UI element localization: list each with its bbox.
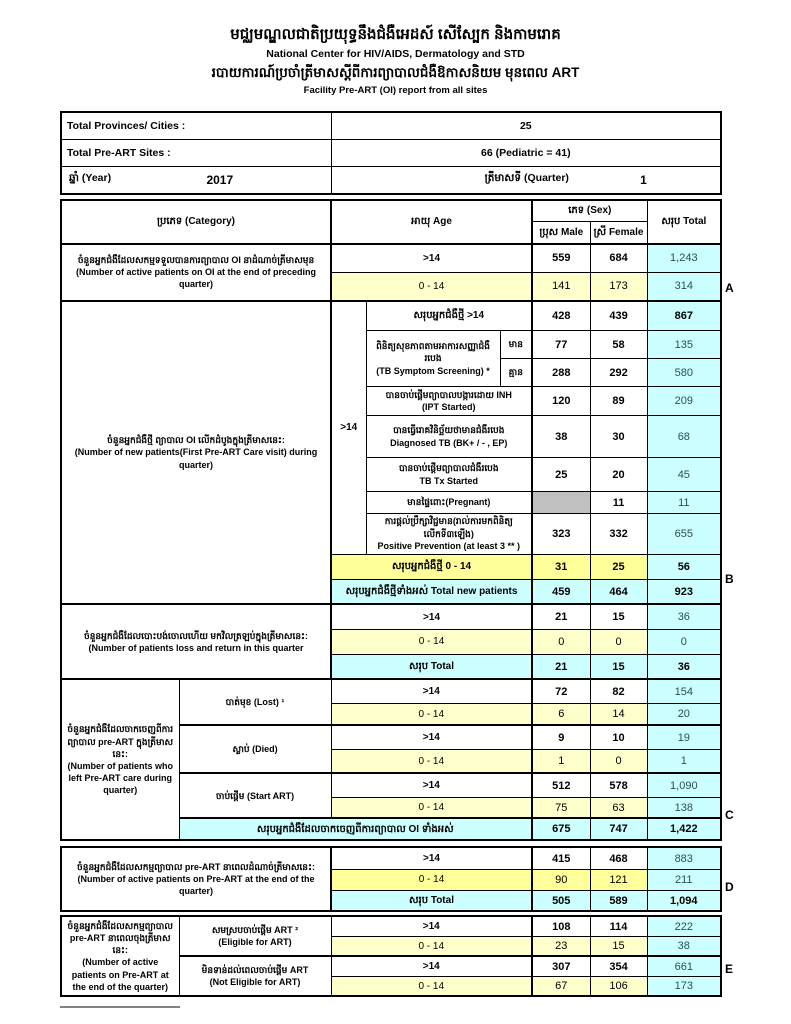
section-e-label-english: (Number of active patients on Pre-ART at the end of the quarter) — [71, 957, 169, 992]
c-startart-over14-male: 512 — [532, 773, 590, 797]
d-total-male: 505 — [532, 890, 590, 911]
lr-total-total: 36 — [647, 654, 721, 679]
org-title-english: National Center for HIV/AIDS, Dermatology and STD — [266, 47, 525, 60]
b-tbtx-label-khmer: បានចាប់ផ្តើមព្យាបាលជំងឺរបេង — [398, 463, 499, 474]
b-tb-yes-label: មាន — [500, 331, 532, 359]
b-sum-under14-total: 56 — [647, 554, 721, 579]
section-d-label-khmer: ចំនួនអ្នកជំងឺដែលសកម្មព្យាបាល pre-ART នាពេលដំណាច់ត្រីមាសនេះ: — [77, 862, 315, 873]
b-ipt-label-english: (IPT Started) — [422, 402, 476, 413]
b-tbtx-total: 45 — [647, 458, 721, 492]
b-tb-no-total: 580 — [647, 359, 721, 387]
section-a-category — [61, 244, 331, 301]
year-cell — [61, 166, 331, 194]
b-dxtb-female: 30 — [590, 416, 647, 458]
b-sum-over14-female: 439 — [590, 301, 647, 331]
age-cell: 0 - 14 — [331, 869, 532, 890]
b-age-strip: >14 — [331, 301, 366, 555]
a-under14-total: 314 — [647, 273, 721, 301]
col-header-total: សរុប Total — [647, 200, 721, 244]
c-lost-over14-male: 72 — [532, 679, 590, 703]
lr-total-female: 15 — [590, 654, 647, 679]
section-b-label-khmer: ចំនួនអ្នកជំងឺថ្មី ព្យាបាល OI លើកដំបូងក្នុងត្រីមាសនេះ: — [107, 435, 285, 446]
e-noteligible-over14-male: 307 — [532, 956, 590, 976]
provinces-value: 25 — [331, 112, 721, 140]
b-dxtb-male: 38 — [532, 416, 590, 458]
e-noteligible-under14-female: 106 — [590, 976, 647, 996]
age-cell: >14 — [331, 604, 532, 629]
b-sum-over14-label: សរុបអ្នកជំងឺថ្មី >14 — [366, 301, 532, 331]
quarter-cell — [331, 166, 721, 194]
marker-e: E — [725, 962, 734, 976]
b-ipt-total: 209 — [647, 387, 721, 416]
b-posprev-male: 323 — [532, 514, 590, 555]
a-under14-male: 141 — [532, 273, 590, 301]
e-eligible-label-english: (Eligible for ART) — [218, 937, 292, 948]
marker-c: C — [725, 808, 734, 822]
lr-under14-male: 0 — [532, 629, 590, 654]
d-total-label: សរុប Total — [331, 890, 532, 911]
age-cell: >14 — [331, 956, 532, 976]
section-a-over14-row — [61, 244, 721, 273]
c-startart-over14-total: 1,090 — [647, 773, 721, 797]
sites-label: Total Pre-ART Sites : — [61, 139, 331, 166]
lr-under14-total: 0 — [647, 629, 721, 654]
a-over14-male: 559 — [532, 244, 590, 273]
c-total-male: 675 — [532, 818, 590, 840]
b-dxtb-label-english: Diagnosed TB (BK+ / - , EP) — [390, 437, 508, 448]
report-header — [0, 0, 791, 97]
b-tb-no-female: 292 — [590, 359, 647, 387]
age-cell: 0 - 14 — [331, 936, 532, 956]
b-posprev-total: 655 — [647, 514, 721, 555]
section-b-label-english: (Number of new patients(First Pre-ART Care visit) during quarter) — [74, 447, 318, 470]
b-sum-over14-row — [61, 301, 721, 331]
c-startart-under14-male: 75 — [532, 797, 590, 818]
b-posprev-label-khmer: ការផ្តល់ប្រឹក្សាវិជ្ជមាន(រាល់ការមកពិនិត្យលើកទី៣ឡើង) — [384, 516, 513, 539]
b-pregnant-label-khmer: មានផ្ទៃពោះ — [407, 497, 446, 508]
lr-under14-female: 0 — [590, 629, 647, 654]
c-lost-label: បាត់មុខ (Lost) ¹ — [179, 679, 331, 725]
c-lost-under14-male: 6 — [532, 703, 590, 725]
e-noteligible-under14-total: 173 — [647, 976, 721, 996]
e-noteligible-label-english: (Not Eligible for ART) — [209, 977, 301, 988]
e-eligible-label — [179, 916, 331, 956]
provinces-label: Total Provinces/ Cities : — [61, 112, 331, 140]
report-title-khmer: របាយការណ៍ប្រចាំត្រីមាសស្តីពីការព្យាបាលជំងឺឱកាសនិយម មុនពេល ART — [211, 64, 580, 80]
section-e-label-khmer: ចំនួនអ្នកជំងឺដែលសកម្មព្យាបាល pre-ART នាពេលចុងត្រីមាសនេះ: — [67, 920, 173, 956]
c-lost-under14-total: 20 — [647, 703, 721, 725]
age-cell: 0 - 14 — [331, 703, 532, 725]
quarter-label: ត្រីមាសទី (Quarter) — [484, 172, 569, 185]
section-a-label-khmer: ចំនួនអ្នកជំងឺដែលសកម្មទទួលបានការព្យាបាល OI នាដំណាច់ត្រីមាសមុន — [77, 254, 315, 265]
age-cell: >14 — [331, 679, 532, 703]
col-header-category: ប្រភេទ (Category) — [61, 200, 331, 244]
loss-return-label-khmer: ចំនួនអ្នកជំងឺដែលបោះបង់ចោលហើយ មកវិលត្រឡប់ក្នុងត្រីមាសនេះ: — [84, 630, 308, 641]
b-posprev-female: 332 — [590, 514, 647, 555]
table-row — [61, 139, 721, 166]
loss-return-label-english: (Number of patients loss and return in this quarter — [88, 642, 304, 653]
lr-total-male: 21 — [532, 654, 590, 679]
c-died-under14-total: 1 — [647, 749, 721, 773]
b-tb-no-label: គ្មាន — [500, 359, 532, 387]
b-ipt-female: 89 — [590, 387, 647, 416]
e-noteligible-under14-male: 67 — [532, 976, 590, 996]
age-cell: >14 — [331, 725, 532, 749]
c-total-female: 747 — [590, 818, 647, 840]
section-e-table — [60, 915, 722, 997]
b-sum-under14-label: សរុបអ្នកជំងឺថ្មី 0 - 14 — [331, 554, 532, 579]
b-ipt-label-khmer: បានចាប់ផ្តើមព្យាបាលបង្ការដោយ INH — [385, 389, 512, 400]
b-total-new-female: 464 — [590, 579, 647, 604]
b-tb-screen-label — [366, 331, 500, 387]
a-over14-total: 1,243 — [647, 244, 721, 273]
b-total-new-label: សរុបអ្នកជំងឺថ្មីទាំងអស់ Total new patients — [331, 579, 532, 604]
sites-value: 66 (Pediatric = 41) — [331, 139, 721, 166]
lr-over14-female: 15 — [590, 604, 647, 629]
loss-return-category — [61, 604, 331, 679]
e-eligible-over14-total: 222 — [647, 916, 721, 936]
b-ipt-label — [366, 387, 532, 416]
b-pregnant-label-english: (Pregnant) — [445, 497, 491, 508]
age-cell: 0 - 14 — [331, 976, 532, 996]
b-sum-over14-male: 428 — [532, 301, 590, 331]
a-under14-female: 173 — [590, 273, 647, 301]
d-over14-total: 883 — [647, 847, 721, 869]
e-eligible-label-khmer: សមស្របចាប់ផ្តើម ART ² — [211, 924, 299, 935]
marker-d: D — [725, 880, 734, 894]
marker-b: B — [725, 572, 734, 586]
b-tb-yes-total: 135 — [647, 331, 721, 359]
c-lost-under14-female: 14 — [590, 703, 647, 725]
e-eligible-over14-row — [61, 916, 721, 936]
c-died-label: ស្លាប់ (Died) — [179, 725, 331, 773]
d-total-total: 1,094 — [647, 890, 721, 911]
section-d-label-english: (Number of active patients on Pre-ART at the end of the quarter) — [77, 874, 315, 897]
d-under14-female: 121 — [590, 869, 647, 890]
b-posprev-label-english: Positive Prevention (at least 3 ** ) — [377, 541, 521, 552]
section-c-label-english: (Number of patients who left Pre-ART care during quarter) — [67, 760, 173, 796]
e-eligible-under14-female: 15 — [590, 936, 647, 956]
quarter-value: 1 — [640, 172, 647, 187]
b-tbtx-male: 25 — [532, 458, 590, 492]
b-pregnant-total: 11 — [647, 492, 721, 514]
lr-over14-total: 36 — [647, 604, 721, 629]
c-died-under14-female: 0 — [590, 749, 647, 773]
age-cell: 0 - 14 — [331, 629, 532, 654]
d-under14-male: 90 — [532, 869, 590, 890]
c-startart-under14-female: 63 — [590, 797, 647, 818]
year-value: 2017 — [206, 172, 234, 187]
col-header-sex: ភេទ (Sex) — [532, 200, 647, 222]
e-noteligible-label — [179, 956, 331, 996]
section-d-category — [61, 847, 331, 911]
age-cell: >14 — [331, 244, 532, 273]
e-eligible-over14-male: 108 — [532, 916, 590, 936]
b-tb-screen-label-khmer: ពិនិត្យសុខភាពតាមអាការសញ្ញាជំងឺរបេង — [376, 340, 490, 364]
d-over14-row — [61, 847, 721, 869]
b-tbtx-label-english: TB Tx Started — [419, 475, 479, 486]
b-total-new-male: 459 — [532, 579, 590, 604]
b-tb-yes-male: 77 — [532, 331, 590, 359]
age-cell: >14 — [331, 773, 532, 797]
c-died-over14-female: 10 — [590, 725, 647, 749]
e-eligible-over14-female: 114 — [590, 916, 647, 936]
b-pregnant-male-blocked — [532, 492, 590, 514]
c-startart-over14-female: 578 — [590, 773, 647, 797]
c-lost-over14-row — [61, 679, 721, 703]
b-tb-screen-label-english: (TB Symptom Screening) * — [376, 365, 490, 376]
b-sum-under14-female: 25 — [590, 554, 647, 579]
footnote-separator — [60, 1006, 180, 1008]
section-c-category — [61, 679, 179, 840]
d-over14-male: 415 — [532, 847, 590, 869]
org-title-khmer: មជ្ឈមណ្ឌលជាតិប្រយុទ្ធនឹងជំងឺអេដស៍ សើស្បែក និងកាមរោគ — [230, 26, 561, 43]
c-total-label: សរុបអ្នកជំងឺដែលចាកចេញពីការព្យាបាល OI ទាំងអស់ — [179, 818, 532, 840]
year-label: ឆ្នាំ (Year) — [69, 172, 112, 185]
b-posprev-label — [366, 514, 532, 555]
e-noteligible-over14-total: 661 — [647, 956, 721, 976]
age-cell: 0 - 14 — [331, 273, 532, 301]
summary-info-table — [60, 111, 722, 195]
b-sum-over14-total: 867 — [647, 301, 721, 331]
section-a-label-english: (Number of active patients on OI at the end of preceding quarter) — [75, 267, 317, 290]
col-header-male: ប្រុស Male — [532, 222, 590, 244]
b-total-new-total: 923 — [647, 579, 721, 604]
c-startart-label: ចាប់ផ្តើម (Start ART) — [179, 773, 331, 818]
b-sum-under14-male: 31 — [532, 554, 590, 579]
b-tb-no-male: 288 — [532, 359, 590, 387]
section-b-category — [61, 301, 331, 605]
age-cell: 0 - 14 — [331, 749, 532, 773]
lr-total-label: សរុប Total — [331, 654, 532, 679]
c-lost-over14-total: 154 — [647, 679, 721, 703]
table-row — [61, 112, 721, 140]
b-dxtb-total: 68 — [647, 416, 721, 458]
d-over14-female: 468 — [590, 847, 647, 869]
b-pregnant-female: 11 — [590, 492, 647, 514]
report-title-english: Facility Pre-ART (OI) report from all sites — [303, 84, 488, 96]
c-total-total: 1,422 — [647, 818, 721, 840]
b-tbtx-label — [366, 458, 532, 492]
c-died-under14-male: 1 — [532, 749, 590, 773]
e-eligible-under14-male: 23 — [532, 936, 590, 956]
age-cell: 0 - 14 — [331, 797, 532, 818]
b-dxtb-label-khmer: បានធ្វើរោគវិនិច្ឆ័យថាមានជំងឺរបេង — [393, 425, 505, 436]
e-noteligible-label-khmer: មិនទាន់ដល់ពេលចាប់ផ្តើម ART — [201, 964, 309, 975]
col-header-age: អាយុ Age — [331, 200, 532, 244]
lr-over14-row — [61, 604, 721, 629]
c-died-over14-total: 19 — [647, 725, 721, 749]
c-died-over14-male: 9 — [532, 725, 590, 749]
lr-over14-male: 21 — [532, 604, 590, 629]
b-tb-yes-female: 58 — [590, 331, 647, 359]
e-eligible-under14-total: 38 — [647, 936, 721, 956]
table-row — [61, 166, 721, 194]
age-cell: >14 — [331, 916, 532, 936]
d-total-female: 589 — [590, 890, 647, 911]
table-header-row — [61, 200, 721, 222]
c-startart-under14-total: 138 — [647, 797, 721, 818]
col-header-female: ស្រី Female — [590, 222, 647, 244]
marker-a: A — [725, 281, 734, 295]
section-c-label-khmer: ចំនួនអ្នកជំងឺដែលចាកចេញពីការព្យាបាល pre-ART ក្នុងត្រីមាសនេះ: — [67, 724, 174, 759]
main-report-table — [60, 199, 722, 842]
e-noteligible-over14-female: 354 — [590, 956, 647, 976]
b-ipt-male: 120 — [532, 387, 590, 416]
b-tbtx-female: 20 — [590, 458, 647, 492]
section-d-table — [60, 846, 722, 912]
c-lost-over14-female: 82 — [590, 679, 647, 703]
d-under14-total: 211 — [647, 869, 721, 890]
b-pregnant-label — [366, 492, 532, 514]
a-over14-female: 684 — [590, 244, 647, 273]
b-dxtb-label — [366, 416, 532, 458]
age-cell: >14 — [331, 847, 532, 869]
section-e-category — [61, 916, 179, 996]
